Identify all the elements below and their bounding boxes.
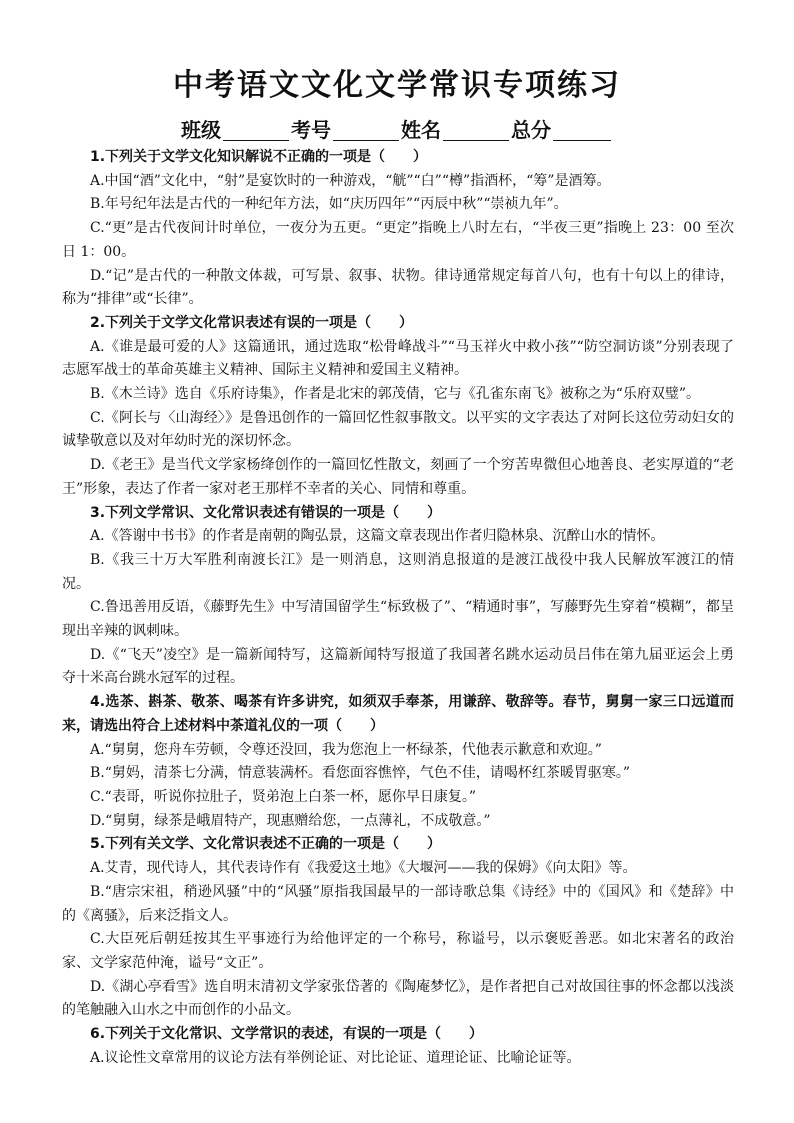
class-blank[interactable] <box>223 120 289 141</box>
question-option: C.《阿长与〈山海经〉》是鲁迅创作的一篇回忆性叙事散文。以平实的文字表达了对阿长这位劳动妇女的诚挚敬意以及对年幼时光的深切怀念。 <box>62 409 734 450</box>
question-option: A.《答谢中书书》的作者是南朝的陶弘景，这篇文章表现出作者归隐林泉、沉醉山水的情怀。 <box>90 528 665 545</box>
question-option: B.《我三十万大军胜利南渡长江》是一则消息，这则消息报道的是渡江战役中我人民解放军渡江的情况。 <box>62 551 734 592</box>
question-stem: 6.下列关于文化常识、文学常识的表述，有误的一项是（ ） <box>90 1026 484 1043</box>
student-info-line <box>0 114 794 143</box>
question-option: D.《老王》是当代文学家杨绛创作的一篇回忆性散文，刻画了一个穷苦卑微但心地善良、老实厚道的“老王”形象，表达了作者一家对老王那样不幸者的关心、同情和尊重。 <box>62 457 734 497</box>
score-blank[interactable] <box>553 120 611 141</box>
question-option: B.《木兰诗》选自《乐府诗集》，作者是北宋的郭茂倩，它与《孔雀东南飞》被称之为“乐府双璧”。 <box>90 386 701 403</box>
name-label: 姓名 <box>401 118 441 142</box>
question-option: B.“唐宗宋祖，稍逊风骚”中的“风骚”原指我国最早的一部诗歌总集《诗经》中的《国风》和《楚辞》中的《离骚》，后来泛指文人。 <box>62 883 734 924</box>
question-option: A.艾青，现代诗人，其代表诗作有《我爱这土地》《大堰河——我的保姆》《向太阳》等。 <box>90 860 637 877</box>
exam-no-label: 考号 <box>291 118 331 142</box>
question-option: B.“舅妈，清茶七分满，情意装满杯。看您面容憔悴，气色不佳，请喝杯红茶暖胃驱寒。” <box>90 765 631 782</box>
question-stem: 3.下列文学常识、文化常识表述有错误的一项是（ ） <box>90 504 442 521</box>
question-option: A.“舅舅，您舟车劳顿，令尊还没回，我为您泡上一杯绿茶，代他表示歉意和欢迎。” <box>90 741 602 758</box>
question-option: D.《湖心亭看雪》选自明末清初文学家张岱著的《陶庵梦忆》，是作者把自己对故国往事的怀念都以浅淡的笔触融入山水之中而创作的小品文。 <box>62 978 734 1019</box>
question-option: D.“舅舅，绿茶是峨眉特产，现惠赠给您，一点薄礼，不成敬意。” <box>90 812 491 829</box>
question-option: B.年号纪年法是古代的一种纪年方法，如“庆历四年”“丙辰中秋”“崇祯九年”。 <box>90 196 568 213</box>
name-blank[interactable] <box>443 120 509 141</box>
question-option: A.中国“酒”文化中，“射”是宴饮时的一种游戏，“觥”“白”“樽”指酒杯，“筹”是酒筹。 <box>90 172 611 189</box>
question-option: C.“表哥，听说你拉肚子，贤弟泡上白茶一杯，愿你早日康复。” <box>90 788 476 805</box>
question-option: C.大臣死后朝廷按其生平事迹行为给他评定的一个称号，称谥号，以示褒贬善恶。如北宋著名的政治家、文学家范仲淹，谥号“文正”。 <box>62 931 734 971</box>
question-option: A.议论性文章常用的议论方法有举例论证、对比论证、道理论证、比喻论证等。 <box>90 1049 581 1066</box>
question-list <box>62 146 734 1070</box>
question-option: C.鲁迅善用反语，《藤野先生》中写清国留学生“标致极了”、“精通时事”，写藤野先生穿着“模糊”，都呈现出辛辣的讽刺味。 <box>62 599 734 640</box>
question-option: A.《谁是最可爱的人》这篇通讯，通过选取“松骨峰战斗”“马玉祥火中救小孩”“防空洞访谈”分别表现了志愿军战士的革命英雄主义精神、国际主义精神和爱国主义精神。 <box>62 338 734 379</box>
class-label: 班级 <box>181 118 221 142</box>
question-stem: 5.下列有关文学、文化常识表述不正确的一项是（ ） <box>90 836 442 853</box>
question-stem: 2.下列关于文学文化常识表述有误的一项是（ ） <box>90 314 414 331</box>
page-title: 中考语文文化文学常识专项练习 <box>173 68 621 103</box>
question-stem: 1.下列关于文学文化知识解说不正确的一项是（ ） <box>90 149 428 165</box>
question-option: D.“记”是古代的一种散文体裁，可写景、叙事、状物。律诗通常规定每首八句，也有十句以上的律诗，称为“排律”或“长律”。 <box>62 267 734 308</box>
question-option: C.“更”是古代夜间计时单位，一夜分为五更。“更定”指晚上八时左右，“半夜三更”指晚上 23：00 至次日 1：00。 <box>62 220 734 260</box>
question-stem: 4.选茶、斟茶、敬茶、喝茶有许多讲究，如须双手奉茶，用谦辞、敬辞等。春节，舅舅一家三口远道而来，请选出符合上述材料中茶道礼仪的一项（ ） <box>62 694 734 734</box>
exam-no-blank[interactable] <box>333 120 399 141</box>
question-option: D.《“飞天”凌空》是一篇新闻特写，这篇新闻特写报道了我国著名跳水运动员吕伟在第九届亚运会上勇夺十米高台跳水冠军的过程。 <box>62 646 734 687</box>
score-label: 总分 <box>511 118 551 142</box>
